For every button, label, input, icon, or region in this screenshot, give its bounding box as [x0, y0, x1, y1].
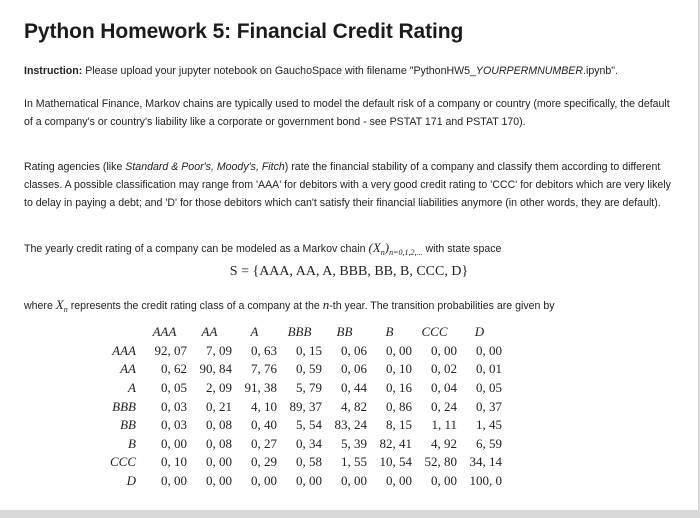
matrix-row	[106, 453, 502, 472]
markov-finance-paragraph: In Mathematical Finance, Markov chains are typically used to model the default risk of a company or country (more specifically, the default of a company's or country's liability like a corporate or government bond - see PSTAT 171 and PSTAT 170).	[24, 98, 670, 128]
matrix-cell: 82, 41	[379, 435, 412, 451]
matrix-row	[106, 342, 502, 361]
matrix-cell: 0, 63	[251, 342, 277, 358]
matrix-row-header: D	[126, 473, 136, 489]
var-x-sub: n	[63, 305, 68, 314]
matrix-cell: 0, 16	[386, 380, 412, 396]
matrix-cell: 0, 08	[206, 417, 232, 433]
var-n: n	[322, 297, 330, 312]
matrix-col-header: AAA	[152, 324, 177, 340]
matrix-cell: 0, 02	[431, 361, 457, 377]
matrix-cell: 7, 09	[206, 342, 232, 358]
matrix-cell: 89, 37	[289, 398, 322, 414]
matrix-row	[106, 379, 502, 398]
matrix-cell: 2, 09	[206, 380, 232, 396]
state-space-formula: S = {AAA, AA, A, BBB, BB, B, CCC, D}	[229, 264, 469, 279]
matrix-cell: 5, 39	[341, 435, 367, 451]
matrix-cell: 0, 00	[161, 473, 187, 489]
markov-chain-paragraph	[24, 239, 674, 262]
page-title: Python Homework 5: Financial Credit Rating	[24, 20, 464, 43]
matrix-row-header: BBB	[112, 398, 136, 414]
matrix-header-row	[106, 323, 502, 342]
matrix-cell: 0, 08	[206, 435, 232, 451]
matrix-row-header: AAA	[112, 342, 136, 358]
matrix-cell: 1, 55	[341, 454, 367, 470]
matrix-cell: 0, 00	[386, 342, 412, 358]
matrix-cell: 0, 00	[386, 473, 412, 489]
matrix-cell: 7, 76	[251, 361, 277, 377]
p4-after: -th year. The transition probabilities are given by	[329, 300, 555, 312]
matrix-cell: 52, 80	[424, 454, 457, 470]
matrix-col-header: AA	[201, 324, 218, 340]
instruction-label: Instruction:	[24, 65, 83, 77]
chain-subscript-n: n	[380, 248, 385, 257]
matrix-cell: 0, 58	[296, 454, 322, 470]
matrix-row	[106, 435, 502, 454]
matrix-cell: 0, 03	[161, 417, 187, 433]
matrix-cell: 0, 44	[341, 380, 367, 396]
matrix-cell: 0, 03	[161, 398, 187, 414]
matrix-cell: 4, 10	[251, 398, 277, 414]
matrix-col-header: BB	[336, 324, 353, 340]
matrix-col-header: D	[474, 324, 485, 340]
matrix-cell: 10, 54	[379, 454, 412, 470]
p4-middle: represents the credit rating class of a company at the	[67, 300, 323, 312]
matrix-cell: 0, 06	[341, 361, 367, 377]
matrix-cell: 6, 59	[476, 435, 502, 451]
matrix-col-header: B	[385, 324, 394, 340]
matrix-cell: 1, 45	[476, 417, 502, 433]
matrix-cell: 0, 29	[251, 454, 277, 470]
matrix-row	[106, 360, 502, 379]
matrix-cell: 0, 62	[161, 361, 187, 377]
p4-before: where	[24, 300, 56, 312]
matrix-cell: 0, 05	[161, 380, 187, 396]
matrix-cell: 0, 00	[251, 473, 277, 489]
matrix-row-header: AA	[120, 361, 136, 377]
matrix-row-header: CCC	[109, 454, 136, 470]
matrix-cell: 0, 15	[296, 342, 322, 358]
matrix-cell: 0, 27	[251, 435, 277, 451]
matrix-cell: 0, 04	[431, 380, 457, 396]
matrix-cell: 0, 21	[206, 398, 232, 414]
matrix-cell: 90, 84	[199, 361, 232, 377]
p2-before: Rating agencies (like	[24, 161, 126, 173]
agency-names: Standard & Poor's, Moody's, Fitch	[125, 161, 285, 173]
matrix-row-header: B	[128, 435, 136, 451]
matrix-cell: 0, 37	[476, 398, 502, 414]
matrix-cell: 4, 82	[341, 398, 367, 414]
matrix-cell: 5, 54	[296, 417, 322, 433]
matrix-cell: 34, 14	[469, 454, 502, 470]
p2-after: ) rate the financial stability of a company and classify them according to different classes. A possible classification may range from 'AAA' for debitors with a very good credit rating to 'CCC' for debitors which are very likely to delay in paying a debt; and 'D' for those debitors which can't satisfy their financial liabilities anymore (in other words, they are default).	[24, 161, 671, 209]
matrix-cell: 0, 34	[296, 435, 322, 451]
transition-matrix	[106, 323, 502, 490]
matrix-cell: 0, 40	[251, 417, 277, 433]
p3-before: The yearly credit rating of a company can be modeled as a Markov chain	[24, 243, 369, 255]
matrix-cell: 8, 15	[386, 417, 412, 433]
instruction-filename-placeholder: YOURPERMNUMBER	[475, 65, 584, 77]
matrix-body	[106, 342, 502, 491]
matrix-cell: 0, 06	[341, 342, 367, 358]
matrix-col-header: A	[250, 324, 259, 340]
matrix-row-header: BB	[120, 417, 136, 433]
matrix-cell: 1, 11	[431, 417, 457, 433]
matrix-row	[106, 397, 502, 416]
matrix-cell: 0, 00	[431, 473, 457, 489]
matrix-cell: 91, 38	[244, 380, 277, 396]
matrix-cell: 92, 07	[154, 342, 187, 358]
chain-index: n=0,1,2,...	[389, 248, 423, 257]
matrix-corner	[106, 323, 142, 342]
matrix-cell: 0, 24	[431, 398, 457, 414]
matrix-row	[106, 472, 502, 491]
matrix-cell: 4, 92	[431, 435, 457, 451]
matrix-cell: 0, 01	[476, 361, 502, 377]
matrix-cell: 5, 79	[296, 380, 322, 396]
chain-close: )	[384, 240, 390, 255]
matrix-cell: 0, 10	[161, 454, 187, 470]
instruction-paragraph	[24, 62, 674, 80]
matrix-row-header: A	[128, 380, 136, 396]
rating-agencies-paragraph	[24, 158, 674, 212]
matrix-cell: 0, 00	[341, 473, 367, 489]
matrix-col-header: CCC	[421, 324, 448, 340]
instruction-suffix: .ipynb".	[583, 65, 618, 77]
matrix-cell: 0, 00	[476, 342, 502, 358]
chain-symbol: (X	[368, 240, 381, 255]
matrix-cell: 0, 00	[206, 454, 232, 470]
matrix-cell: 100, 0	[469, 473, 502, 489]
matrix-cell: 0, 00	[431, 342, 457, 358]
p3-after: with state space	[422, 243, 502, 255]
matrix-cell: 0, 05	[476, 380, 502, 396]
matrix-cell: 83, 24	[334, 417, 367, 433]
matrix-cell: 0, 10	[386, 361, 412, 377]
transition-intro-paragraph	[24, 296, 674, 319]
matrix-cell: 0, 00	[206, 473, 232, 489]
matrix-cell: 0, 00	[161, 435, 187, 451]
matrix-cell: 0, 59	[296, 361, 322, 377]
matrix-col-header: BBB	[287, 324, 312, 340]
instruction-text: Please upload your jupyter notebook on GauchoSpace with filename "PythonHW5_	[85, 65, 476, 77]
var-x: X	[55, 297, 64, 312]
matrix-row	[106, 416, 502, 435]
matrix-cell: 0, 86	[386, 398, 412, 414]
matrix-cell: 0, 00	[296, 473, 322, 489]
